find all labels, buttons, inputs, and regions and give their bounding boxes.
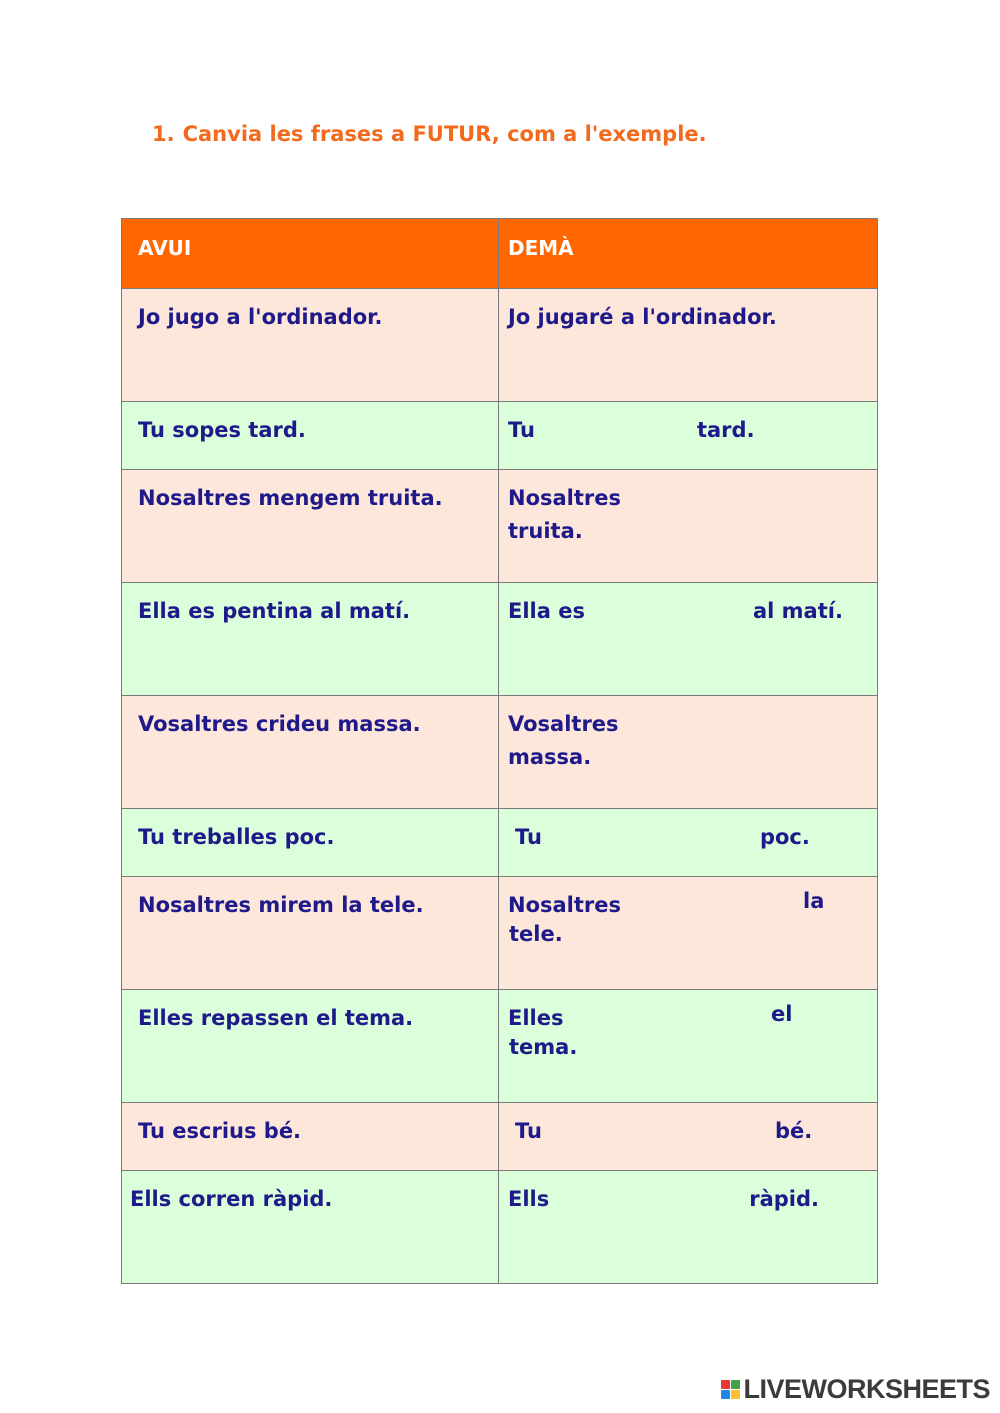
instruction-number: 1.: [152, 122, 175, 146]
avui-cell: Ells corren ràpid.: [122, 1171, 499, 1284]
dema-text-after-part1: la: [803, 889, 825, 913]
table-row: [122, 990, 878, 1103]
table-row: [122, 1171, 878, 1284]
table-row: [122, 289, 878, 402]
dema-text-after-part1: el: [771, 1002, 793, 1026]
dema-text-after: massa.: [508, 745, 592, 769]
dema-text-after: al matí.: [752, 599, 843, 623]
dema-text-before: Nosaltres: [508, 486, 622, 510]
dema-cell: [499, 402, 878, 470]
dema-cell: [499, 470, 878, 583]
dema-text-after: bé.: [774, 1119, 813, 1143]
dema-text-before: Ella es: [508, 599, 585, 623]
brand-name: LIVEWORKSHEETS: [743, 1374, 990, 1404]
dema-text-before: Tu: [515, 825, 542, 849]
table-row: [122, 1103, 878, 1171]
avui-cell: Tu sopes tard.: [122, 402, 499, 470]
dema-text-after-part2: tele.: [509, 922, 563, 946]
table-row: [122, 470, 878, 583]
table-row: [122, 402, 878, 470]
dema-text-after: ràpid.: [749, 1187, 820, 1211]
avui-cell: Elles repassen el tema.: [122, 990, 499, 1103]
dema-cell: [499, 1103, 878, 1171]
avui-cell: Nosaltres mirem la tele.: [122, 877, 499, 990]
dema-text-before: Tu: [515, 1119, 542, 1143]
dema-text-after-part2: tema.: [509, 1035, 578, 1059]
instruction-text: Canvia les frases a FUTUR, com a l'exemple.: [182, 122, 707, 146]
exercise-table: [121, 218, 878, 1284]
liveworksheets-logo: [721, 1374, 990, 1405]
dema-text-after: truita.: [508, 519, 583, 543]
table-row: [122, 696, 878, 809]
dema-text-after: poc.: [759, 825, 810, 849]
dema-text-after: tard.: [696, 418, 755, 442]
dema-cell: [499, 809, 878, 877]
header-dema: DEMÀ: [499, 219, 878, 289]
dema-text-before: Nosaltres: [508, 893, 622, 917]
table-row: [122, 583, 878, 696]
dema-cell: Jo jugaré a l'ordinador.: [499, 289, 878, 402]
instruction-title: [152, 122, 707, 146]
avui-cell: Ella es pentina al matí.: [122, 583, 499, 696]
dema-text-before: Vosaltres: [508, 712, 619, 736]
dema-cell: [499, 1171, 878, 1284]
logo-icon: [721, 1380, 740, 1399]
avui-cell: Tu treballes poc.: [122, 809, 499, 877]
dema-text-before: Ells: [508, 1187, 550, 1211]
avui-cell: Jo jugo a l'ordinador.: [122, 289, 499, 402]
dema-cell: [499, 696, 878, 809]
table-row: [122, 877, 878, 990]
dema-text-before: Tu: [508, 418, 535, 442]
avui-cell: Nosaltres mengem truita.: [122, 470, 499, 583]
table-header-row: [122, 219, 878, 289]
dema-cell: [499, 583, 878, 696]
table-row: [122, 809, 878, 877]
dema-text-before: Elles: [508, 1006, 564, 1030]
header-avui: AVUI: [122, 219, 499, 289]
avui-cell: Vosaltres crideu massa.: [122, 696, 499, 809]
avui-cell: Tu escrius bé.: [122, 1103, 499, 1171]
